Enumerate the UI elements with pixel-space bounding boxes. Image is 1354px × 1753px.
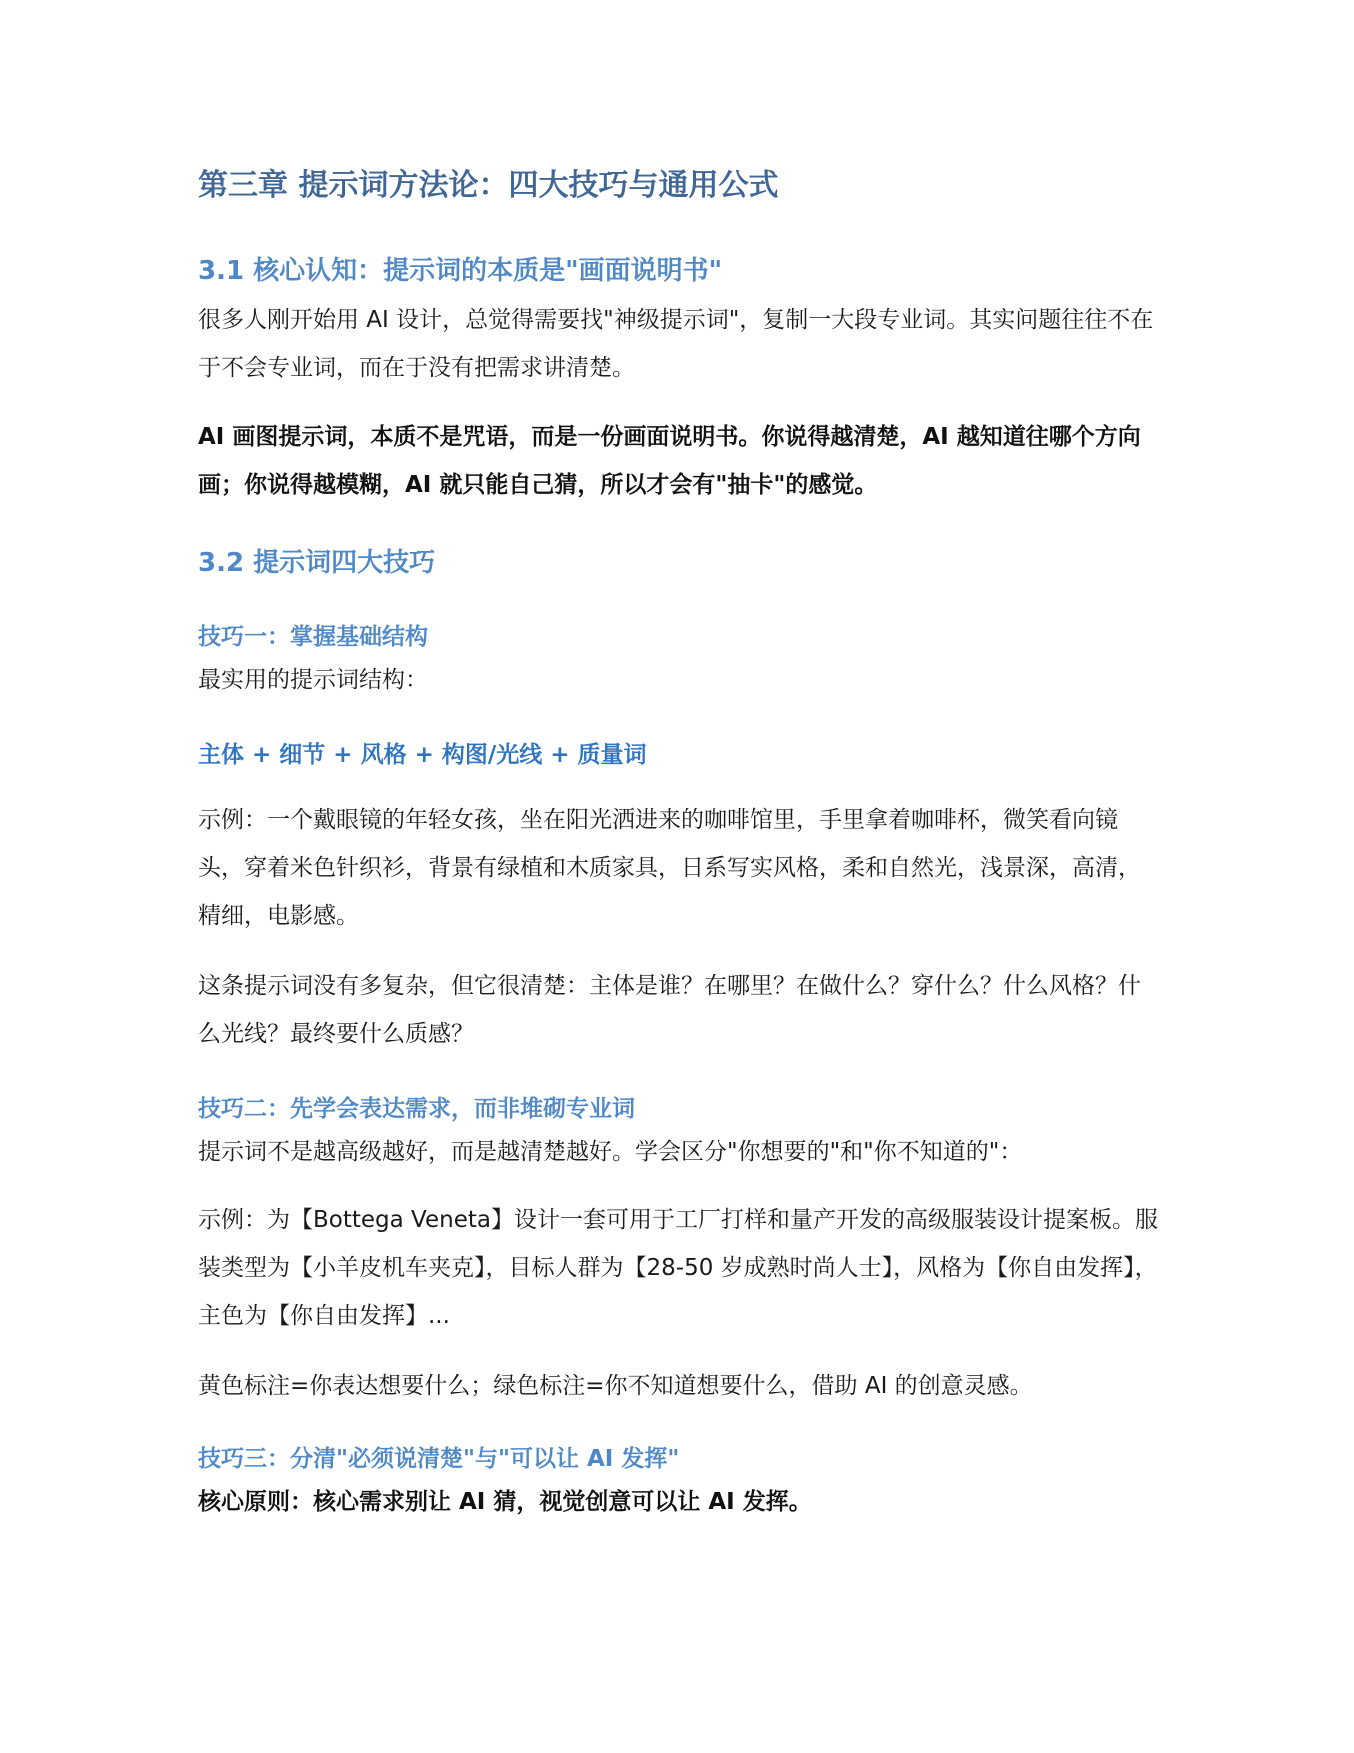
section-3-2-heading: 3.2 提示词四大技巧 xyxy=(198,548,436,578)
tip-2-example: 示例：为【Bottega Veneta】设计一套可用于工厂打样和量产开发的高级服装设计提案板。服装类型为【小羊皮机车夹克】，目标人群为【28-50 岁成熟时尚人士】，风格为【你自由发挥】，主色为【你自由发挥】... xyxy=(198,1207,1158,1329)
section-3-1-bold-statement: AI 画图提示词，本质不是咒语，而是一份画面说明书。你说得越清楚，AI 越知道往哪个方向画；你说得越模糊，AI 就只能自己猜，所以才会有"抽卡"的感觉。 xyxy=(198,424,1141,498)
tip-3-heading: 技巧三：分清"必须说清楚"与"可以让 AI 发挥" xyxy=(198,1446,680,1472)
tip-2-heading: 技巧二：先学会表达需求，而非堆砌专业词 xyxy=(198,1096,635,1122)
section-3-1-paragraph: 很多人刚开始用 AI 设计，总觉得需要找"神级提示词"，复制一大段专业词。其实问题往往不在于不会专业词，而在于没有把需求讲清楚。 xyxy=(198,307,1154,381)
tip-1-heading: 技巧一：掌握基础结构 xyxy=(198,624,428,650)
tip-1-intro: 最实用的提示词结构： xyxy=(198,667,428,693)
tip-2-legend: 黄色标注=你表达想要什么；绿色标注=你不知道想要什么，借助 AI 的创意灵感。 xyxy=(198,1373,1033,1399)
section-3-1-heading: 3.1 核心认知：提示词的本质是"画面说明书" xyxy=(198,256,723,286)
prompt-formula: 主体 + 细节 + 风格 + 构图/光线 + 质量词 xyxy=(198,742,647,768)
tip-3-principle: 核心原则：核心需求别让 AI 猜，视觉创意可以让 AI 发挥。 xyxy=(198,1489,812,1515)
tip-2-intro: 提示词不是越高级越好，而是越清楚越好。学会区分"你想要的"和"你不知道的"： xyxy=(198,1139,1023,1165)
tip-1-example: 示例：一个戴眼镜的年轻女孩，坐在阳光洒进来的咖啡馆里，手里拿着咖啡杯，微笑看向镜头，穿着米色针织衫，背景有绿植和木质家具，日系写实风格，柔和自然光，浅景深，高清，精细，电影感。 xyxy=(198,807,1141,929)
tip-1-explanation: 这条提示词没有多复杂，但它很清楚：主体是谁？在哪里？在做什么？穿什么？什么风格？什么光线？最终要什么质感？ xyxy=(198,973,1141,1047)
chapter-title: 第三章 提示词方法论：四大技巧与通用公式 xyxy=(198,168,779,203)
